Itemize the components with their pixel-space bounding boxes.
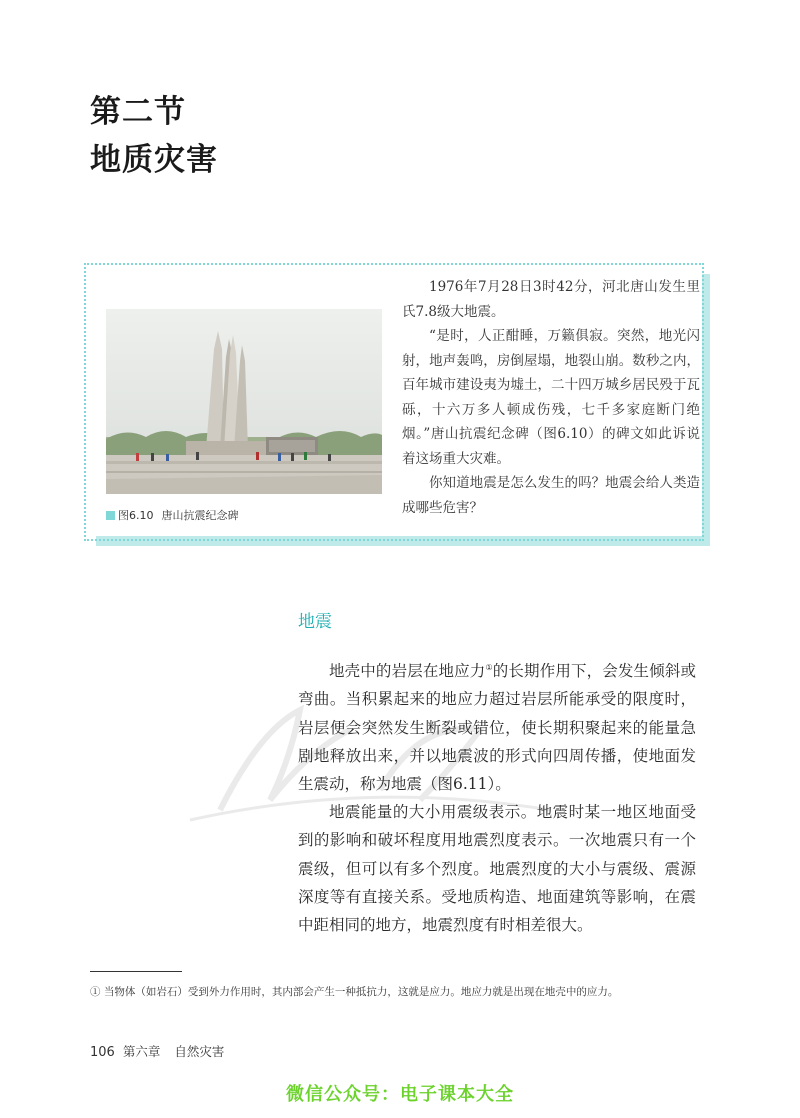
intro-paragraph: 你知道地震是怎么发生的吗？地震会给人类造成哪些危害？: [402, 475, 700, 516]
paragraph-text: 的长期作用下，会发生倾斜或弯曲。当积累起来的地应力超过岩层所能承受的限度时，岩层便会突然发生断裂或错位，使长期积聚起来的能量急剧地释放出来，并以地震波的形式向四周传播，使地面发生震动，称为地震（图6.11）。: [298, 662, 696, 793]
footnote: ① 当物体（如岩石）受到外力作用时，其内部会产生一种抵抗力，这就是应力。地应力就是出现在地壳中的应力。: [90, 986, 619, 998]
page-number: 106: [90, 1045, 115, 1060]
section-name: 地质灾害: [90, 142, 218, 178]
chapter-label: 第六章: [122, 1044, 161, 1059]
memorial-photo: [106, 309, 382, 494]
earthquake-paragraph-2: 地震能量的大小用震级表示。地震时某一地区地面受到的影响和破坏程度用地震烈度表示。一次地震只有一个震级，但可以有多个烈度。地震烈度的大小与震级、震源深度等有直接关系。受地质构造、地面建筑等影响，在震中距相同的地方，地震烈度有时相差很大。: [298, 803, 696, 934]
intro-text: [402, 275, 700, 520]
chapter-title: 自然灾害: [174, 1044, 225, 1059]
footnote-ref[interactable]: ①: [485, 663, 493, 672]
memorial-photo-image: [106, 309, 382, 494]
paragraph-text: 地壳中的岩层在地应力: [329, 662, 486, 681]
wechat-banner: 微信公众号：电子课本大全: [286, 1084, 514, 1105]
caption-marker: [106, 511, 115, 520]
subsection-heading: 地震: [298, 612, 332, 632]
figure-caption: [106, 507, 239, 523]
intro-paragraph: “是时，人正酣睡，万籁俱寂。突然，地光闪射，地声轰鸣，房倒屋塌，地裂山崩。数秒之内，百年城市建设夷为墟土，二十四万城乡居民殁于瓦砾，十六万多人顿成伤残，七千多家庭断门绝烟。”唐山抗震纪念碑（图6.10）的碑文如此诉说着这场重大灾难。: [402, 328, 700, 467]
footnote-divider: [90, 971, 182, 972]
section-title: [90, 88, 218, 184]
intro-paragraph: 1976年7月28日3时42分，河北唐山发生里氏7.8级大地震。: [402, 279, 700, 320]
figure-caption-text: 唐山抗震纪念碑: [161, 509, 239, 522]
page-footer: [90, 1042, 224, 1060]
earthquake-paragraph-1: [298, 654, 696, 798]
earthquake-body: [298, 654, 696, 939]
figure-label: 图6.10: [118, 509, 154, 522]
section-number: 第二节: [90, 94, 186, 130]
